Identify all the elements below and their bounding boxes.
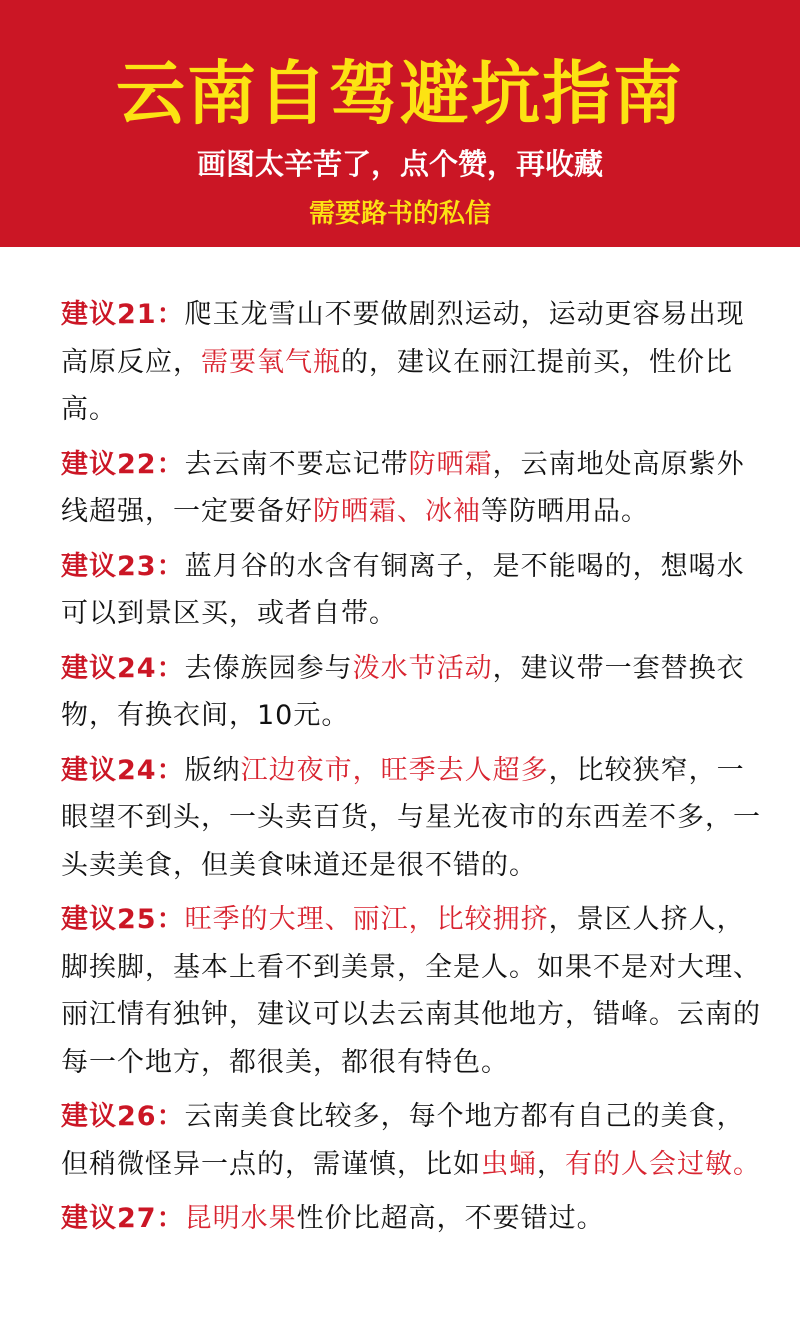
tip-text: 爬玉龙雪山不要做剧烈运动，运动更容易出现高原反应，	[61, 299, 745, 378]
tip-22	[61, 441, 762, 536]
tip-highlight: 江边夜市，旺季去人超多	[240, 754, 549, 786]
tip-highlight: 旺季的大理、丽江，比较拥挤	[184, 904, 549, 935]
call-to-action: 需要路书的私信	[308, 199, 491, 229]
tip-text: ，景区人挤人，脚挨脚，基本上看不到美景，全是人。如果不是对大理、丽江情有独钟，建议可以去云南其他地方，错峰。云南的每一个地方，都很美，都很有特色。	[61, 904, 761, 1078]
tip-25	[61, 896, 762, 1086]
tip-highlight: 昆明水果	[184, 1203, 297, 1234]
tip-label: 建议21：	[61, 299, 185, 330]
tip-label: 建议22：	[61, 448, 185, 480]
tip-highlight: 防晒霜	[408, 448, 493, 480]
tip-text: ，建议带一套替换衣物，有换衣间，10元。	[61, 652, 745, 731]
tip-text: ，云南地处高原紫外线超强，一定要备好	[61, 448, 745, 527]
tip-highlight: 需要氧气瓶	[201, 346, 341, 378]
tip-label: 建议24：	[61, 652, 185, 684]
tip-text: 的，建议在丽江提前买，性价比高。	[61, 346, 733, 425]
tip-label: 建议24：	[61, 754, 185, 786]
tip-highlight: 有的人会过敏。	[565, 1148, 761, 1180]
tip-highlight: 泼水节活动	[352, 652, 493, 684]
tip-24-night-market	[61, 747, 762, 890]
tip-23	[61, 543, 762, 638]
tip-text: 蓝月谷的水含有铜离子，是不能喝的，想喝水可以到景区买，或者自带。	[61, 550, 745, 629]
page-title: 云南自驾避坑指南	[116, 54, 684, 134]
tip-text: 等防晒用品。	[481, 496, 649, 527]
tip-text: ，	[537, 1148, 565, 1180]
tip-21	[61, 291, 762, 434]
tip-highlight: 虫蛹	[481, 1148, 537, 1180]
header-banner	[0, 0, 800, 247]
tip-text: 性价比超高，不要错过。	[296, 1203, 605, 1234]
tip-27	[61, 1195, 762, 1243]
tip-label: 建议23：	[61, 550, 185, 582]
tip-text: 去傣族园参与	[184, 652, 353, 684]
tip-text: 云南美食比较多，每个地方都有自己的美食，但稍微怪异一点的，需谨慎，比如	[61, 1101, 745, 1180]
tip-label: 建议25：	[61, 904, 185, 935]
tip-label: 建议27：	[61, 1203, 185, 1234]
tip-highlight: 防晒霜、冰袖	[313, 496, 481, 527]
page-subtitle: 画图太辛苦了，点个赞，再收藏	[196, 147, 603, 181]
tip-26	[61, 1093, 762, 1188]
tip-24-water-festival	[61, 645, 762, 740]
tip-text: 版纳	[184, 754, 241, 786]
tips-list	[0, 247, 800, 1243]
tip-text: ，比较狭窄，一眼望不到头，一头卖百货，与星光夜市的东西差不多，一头卖美食，但美食味道还是很不错的。	[61, 754, 761, 881]
tip-label: 建议26：	[61, 1101, 185, 1132]
tip-text: 去云南不要忘记带	[184, 448, 409, 480]
